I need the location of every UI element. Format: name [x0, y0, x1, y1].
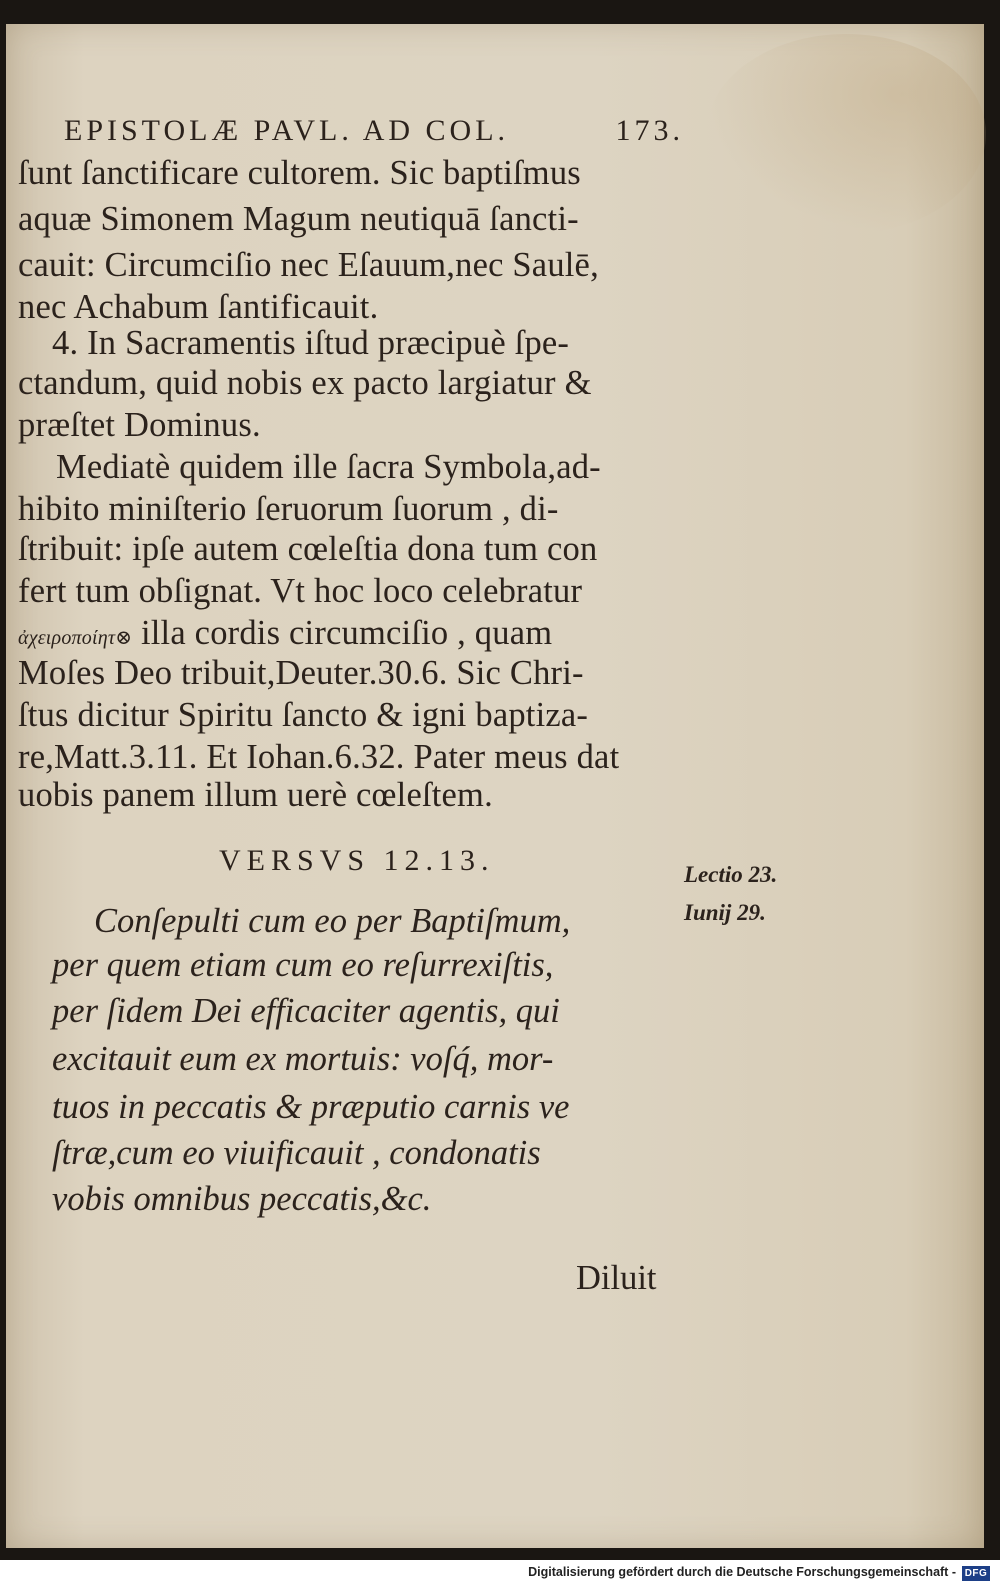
body-line: re,Matt.3.11. Et Iohan.6.32. Pater meus dat: [18, 738, 620, 776]
dfg-logo: DFG: [962, 1566, 990, 1581]
body-line: ctandum, quid nobis ex pacto largiatur &: [18, 364, 592, 402]
verse-line: Conſepulti cum eo per Baptiſmum,: [94, 902, 571, 940]
verse-line: vobis omnibus peccatis,&c.: [52, 1180, 432, 1218]
body-line-text: illa cordis circumciſio , quam: [140, 614, 553, 652]
greek-word: ἀχειροποίητ⊗: [18, 627, 133, 649]
body-line: ſunt ſanctificare cultorem. Sic baptiſmus: [18, 154, 581, 192]
page-number: 173.: [615, 114, 684, 147]
body-line: præſtet Dominus.: [18, 406, 261, 444]
running-title: EPISTOLÆ PAVL. AD COL.: [64, 114, 510, 147]
margin-note-date: Iunij 29.: [684, 900, 766, 925]
catchword: Diluit: [576, 1259, 657, 1297]
body-line: nec Achabum ſantificauit.: [18, 288, 379, 326]
body-line: aquæ Simonem Magum neutiquā ſancti-: [18, 200, 579, 238]
body-line: ſtribuit: ipſe autem cœleſtia dona tum con: [18, 530, 598, 568]
footer-bar: [0, 1560, 1000, 1589]
section-heading: VERSVS 12.13.: [219, 844, 495, 877]
verse-line: tuos in peccatis & præputio carnis ve: [52, 1088, 570, 1126]
book-page: [6, 24, 984, 1548]
body-line: ſtus dicitur Spiritu ſancto & igni baptiza-: [18, 696, 589, 734]
running-head: [64, 114, 684, 148]
body-line-greek: [18, 614, 552, 653]
body-line: hibito miniſterio ſeruorum ſuorum , di-: [18, 490, 559, 528]
verse-line: excitauit eum ex mortuis: voſq́, mor-: [52, 1040, 554, 1078]
body-line: Moſes Deo tribuit,Deuter.30.6. Sic Chri-: [18, 654, 584, 692]
body-line: fert tum obſignat. Vt hoc loco celebratur: [18, 572, 583, 610]
verse-line: per ſidem Dei efficaciter agentis, qui: [52, 992, 560, 1030]
page-stain: [706, 34, 986, 234]
verse-line: per quem etiam cum eo reſurrexiſtis,: [52, 946, 554, 984]
verse-line: ſtræ,cum eo viuificauit , condonatis: [52, 1134, 541, 1172]
body-line: 4. In Sacramentis iſtud præcipuè ſpe-: [52, 324, 570, 362]
body-line: uobis panem illum uerè cœleſtem.: [18, 776, 493, 814]
footer-credit: Digitalisierung gefördert durch die Deutsche Forschungsgemeinschaft -: [528, 1565, 956, 1579]
margin-note-lectio: Lectio 23.: [684, 862, 778, 887]
body-line: cauit: Circumciſio nec Eſauum,nec Saulē,: [18, 246, 599, 284]
body-line: Mediatè quidem ille ſacra Symbola,ad-: [56, 448, 601, 486]
